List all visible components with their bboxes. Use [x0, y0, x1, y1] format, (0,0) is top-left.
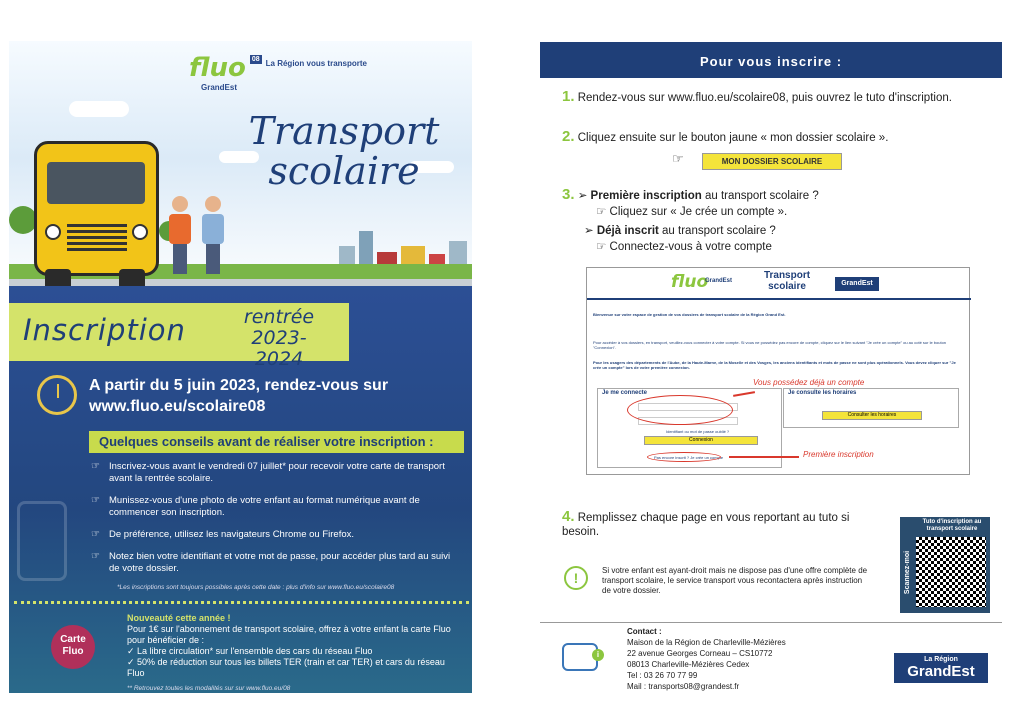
headline: A partir du 5 juin 2023, rendez-vous sur www.fluo.eu/scolaire08: [89, 377, 389, 415]
website-screenshot: fluo GrandEst Transport scolaire GrandEst Bienvenue sur votre espace de gestion de vos dossiers de transport scolaire de la Région Grand Est. Pour accéder à vos dossiers, en transport, veuillez-vous connecter à votre compte. Si vous ne possédez pas encore de compte, cliquez sur le lien suivant "Je crée un compte" ou au coté sur le bouton "Connexion". Pour les usagers des départements de l'Aube, de la Haute-Marne, de la Moselle et des Vosges, les anciens identifiants et mots de passe ne sont plus opérationnels. Vous devez cliquer sur "Je crée un compte" lors de votre première connexion. Je me connecte Identifiant ou mot de passe oublié ? Connexion Pas encore inscrit ? Je crée un compte Je consulte les horaires Consulter les horaires Vous possédez déjà un compte Première inscription: [586, 267, 970, 475]
qr-code[interactable]: [916, 537, 986, 607]
bus-watermark-icon: [17, 501, 67, 581]
step-2: 2. Cliquez ensuite sur le bouton jaune « mon dossier scolaire ».: [562, 128, 889, 145]
step-3a: 3. ➢ Première inscription au transport scolaire ?: [562, 186, 819, 203]
flyer-back: [540, 40, 1002, 700]
child-figure: [202, 196, 224, 276]
inscription-banner: Inscription rentrée 2023-2024: [9, 303, 349, 361]
divider: [540, 622, 1002, 623]
fluo-logo: fluo 08 La Région vous transporte GrandEst: [189, 53, 367, 92]
tips-note: *Les inscriptions sont toujours possibles après cette date : plus d'info sur www.fluo.eu/scolaire08: [117, 584, 395, 591]
pointer-hand-icon: ☞: [91, 461, 100, 472]
pointer-hand-icon: ☞: [672, 151, 684, 166]
qr-code-box[interactable]: Tuto d'inscription au transport scolaire Scannez-moi: [900, 517, 990, 613]
pointer-hand-icon: ☞: [91, 529, 100, 540]
section-header: Pour vous inscrire :: [540, 42, 1002, 78]
list-item: ☞ De préférence, utilisez les navigateurs Chrome ou Firefox.: [91, 529, 355, 540]
stopwatch-icon: [37, 375, 77, 415]
bus-info-icon: [562, 643, 598, 671]
tree-icon: [9, 206, 37, 234]
step-1: 1. Rendez-vous sur www.fluo.eu/scolaire08, puis ouvrez le tuto d'inscription.: [562, 88, 952, 105]
pointer-hand-icon: ☞: [91, 495, 100, 506]
pointer-hand-icon: ☞: [91, 551, 100, 562]
step-3b: ➢ Déjà inscrit au transport scolaire ?: [584, 225, 776, 237]
annotation: Vous possédez déjà un compte: [753, 378, 865, 387]
flyer-front: [9, 41, 472, 693]
list-item: ☞ Inscrivez-vous avant le vendredi 07 juillet* pour recevoir votre carte de transport avant la rentrée scolaire.: [91, 461, 445, 484]
arrow-icon: [729, 456, 799, 458]
cloud: [69, 101, 129, 117]
step-3b-sub: ☞ Connectez-vous à votre compte: [596, 241, 772, 253]
conseils-title: Quelques conseils avant de réaliser votre inscription :: [89, 431, 464, 453]
create-account-link[interactable]: Pas encore inscrit ? Je crée un compte: [654, 455, 724, 460]
connexion-button[interactable]: Connexion: [644, 436, 758, 445]
list-item: ☞ Munissez-vous d'une photo de votre enfant au format numérique avant de commencer son inscription.: [91, 495, 420, 518]
grandest-logo: La Région GrandEst: [894, 653, 988, 683]
highlight-ellipse: [647, 452, 724, 462]
step-4: 4. Remplissez chaque page en vous reportant au tuto si besoin.: [562, 508, 850, 538]
school-bus-icon: [34, 141, 159, 276]
consult-button[interactable]: Consulter les horaires: [822, 411, 922, 420]
ayant-droit-note: Si votre enfant est ayant-droit mais ne dispose pas d'une offre complète de transport scolaire, le service transport vous recontactera après instruction de votre dossier.: [602, 566, 868, 595]
login-panel: Je me connecte Identifiant ou mot de passe oublié ? Connexion Pas encore inscrit ? Je crée un compte: [597, 388, 782, 468]
divider: [14, 601, 469, 604]
annotation: Première inscription: [803, 450, 874, 459]
exclamation-icon: !: [564, 566, 588, 590]
list-item: ☞ Notez bien votre identifiant et votre mot de passe, pour accéder plus tard au suivi de votre dossier.: [91, 551, 451, 574]
highlight-ellipse: [627, 395, 733, 425]
mon-dossier-button[interactable]: MON DOSSIER SCOLAIRE: [702, 153, 842, 170]
nouveaute-block: Nouveauté cette année ! Pour 1€ sur l'abonnement de transport scolaire, offrez à votre enfant la carte Fluo pour bénéficier de : ✓ La libre circulation* sur l'ensemble des cars du réseau Fluo ✓ 50% de réduction sur tous les billets TER (train et car TER) et cars du réseau Fluo ** Retrouvez toutes les modalités sur sur www.fluo.eu/08: [127, 613, 451, 692]
tips-list: [91, 461, 461, 585]
step-3a-sub: ☞ Cliquez sur « Je crée un compte ».: [596, 206, 788, 218]
contact-block: Contact : Maison de la Région de Charleville-Mézières 22 avenue Georges Corneau – CS10772 08013 Charleville-Mézières Cedex Tel : 03 26 70 77 99 Mail : transports08@grandest.fr: [627, 627, 786, 691]
carte-fluo-badge: Carte Fluo: [51, 625, 95, 669]
child-figure: [169, 196, 191, 276]
page-title: Transport scolaire: [248, 109, 440, 193]
hours-panel: Je consulte les horaires Consulter les horaires: [783, 388, 959, 428]
